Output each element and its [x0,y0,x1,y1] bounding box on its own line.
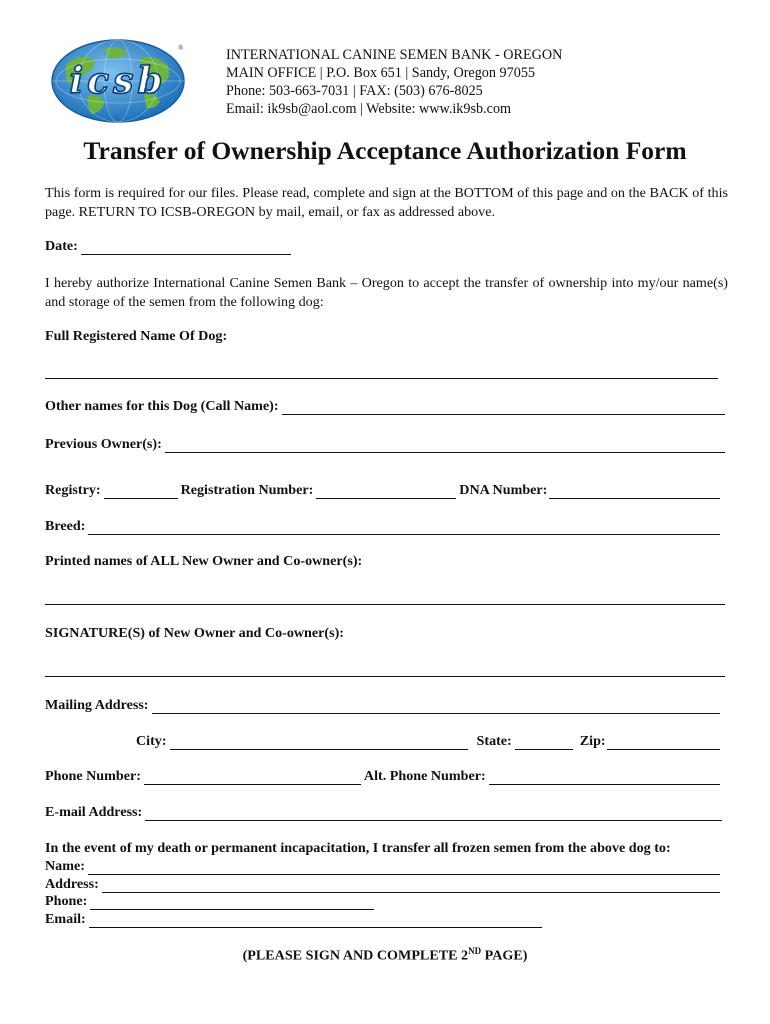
call-name-field[interactable] [282,400,725,415]
breed-field[interactable] [88,520,720,535]
new-owners-label: Printed names of ALL New Owner and Co-owner(s): [45,553,363,569]
authorization-paragraph: I hereby authorize International Canine Semen Bank – Oregon to accept the transfer of ownership into my/our name(s) and storage of the semen from the following dog: [45,275,728,310]
alt-phone-label: Alt. Phone Number: [363,768,486,784]
beneficiary-phone-label: Phone: [45,893,88,909]
beneficiary-address-field[interactable] [102,878,720,893]
date-field[interactable] [81,240,291,255]
phone-field[interactable] [144,770,361,785]
beneficiary-name-row [45,858,720,875]
footer-superscript: ND [468,946,482,956]
breed-label: Breed: [45,518,86,534]
signatures-label: SIGNATURE(S) of New Owner and Co-owner(s): [45,625,344,641]
reg-number-field[interactable] [316,484,456,499]
footer-text-after: PAGE) [481,947,528,964]
registry-field[interactable] [104,484,178,499]
footer-note [0,946,770,965]
state-label: State: [476,733,512,749]
dna-number-label: DNA Number: [459,482,548,498]
state-field[interactable] [515,735,573,750]
mailing-field[interactable] [152,699,720,714]
beneficiary-phone-row [45,893,377,910]
email-label: E-mail Address: [45,804,143,820]
mailing-label: Mailing Address: [45,697,149,713]
new-owners-field[interactable] [45,590,725,605]
alt-phone-field[interactable] [489,770,720,785]
previous-owners-field[interactable] [165,438,725,453]
beneficiary-address-label: Address: [45,876,99,892]
mailing-row [45,697,720,714]
zip-label: Zip: [579,733,606,749]
registry-row [45,482,720,499]
intro-paragraph: This form is required for our files. Please read, complete and sign at the BOTTOM of this page and on the BACK of this page. RETURN TO ICSB-OREGON by mail, email, or fax as addressed above. [45,185,728,220]
beneficiary-name-field[interactable] [88,860,720,875]
email-field[interactable] [145,806,722,821]
header-org-name: INTERNATIONAL CANINE SEMEN BANK - OREGON [226,47,563,63]
beneficiary-address-row [45,876,720,893]
call-name-label: Other names for this Dog (Call Name): [45,398,279,414]
beneficiary-email-row [45,911,545,928]
city-field[interactable] [170,735,468,750]
reg-number-label: Registration Number: [180,482,314,498]
beneficiary-email-field[interactable] [89,913,542,928]
beneficiary-phone-field[interactable] [90,895,374,910]
zip-field[interactable] [607,735,720,750]
call-name-row [45,398,725,415]
signatures-field[interactable] [45,662,725,677]
dna-number-field[interactable] [549,484,720,499]
date-row [45,238,294,255]
death-clause: In the event of my death or permanent incapacitation, I transfer all frozen semen from the above dog to: [45,840,671,856]
phone-label: Phone Number: [45,768,141,784]
registry-label: Registry: [45,482,101,498]
icsb-logo [48,36,188,126]
footer-text-before: (PLEASE SIGN AND COMPLETE 2 [242,947,469,964]
header-main-office: MAIN OFFICE | P.O. Box 651 | Sandy, Oregon 97055 [226,65,536,81]
header-phone-fax: Phone: 503-663-7031 | FAX: (503) 676-8025 [226,83,483,99]
breed-row [45,518,720,535]
logo-text: icsb [69,60,167,102]
city-state-zip-row [136,733,720,750]
form-title: Transfer of Ownership Acceptance Authorization Form [83,136,687,165]
date-label: Date: [45,238,78,254]
previous-owners-label: Previous Owner(s): [45,436,162,452]
dog-name-field[interactable] [45,364,718,379]
beneficiary-name-label: Name: [45,858,85,874]
email-row [45,804,722,821]
registered-mark: ® [178,44,184,52]
dog-name-label: Full Registered Name Of Dog: [45,328,228,344]
beneficiary-email-label: Email: [45,911,86,927]
phone-row [45,768,720,785]
header-address-block [226,46,562,118]
header-email-website: Email: ik9sb@aol.com | Website: www.ik9sb.com [226,101,512,117]
previous-owners-row [45,436,725,453]
city-label: City: [136,733,167,749]
